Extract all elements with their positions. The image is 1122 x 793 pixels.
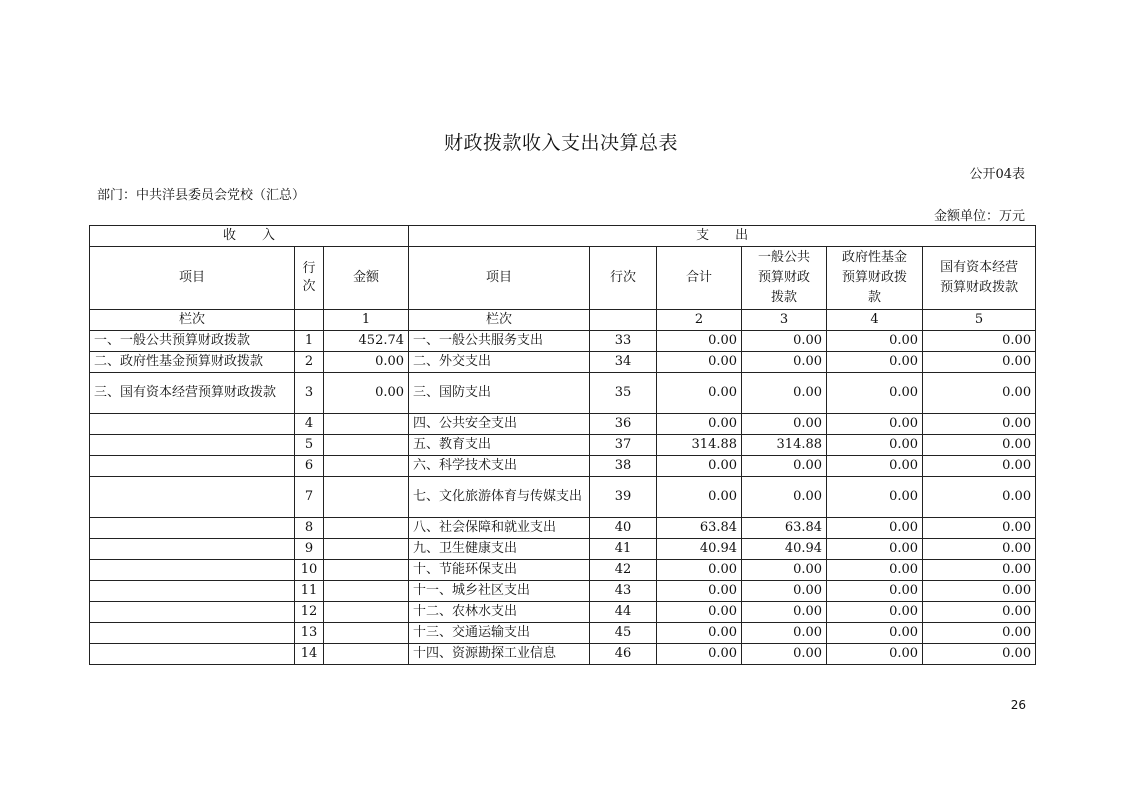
table-row — [90, 352, 1036, 373]
total-cell: 0.00 — [657, 623, 742, 644]
income-amount-cell — [324, 623, 409, 644]
expense-line-cell: 40 — [590, 518, 657, 539]
general-budget-cell: 0.00 — [742, 560, 827, 581]
general-budget-cell: 0.00 — [742, 644, 827, 665]
expense-item-cell: 十四、资源勘探工业信息 — [409, 644, 590, 665]
expense-line-cell: 39 — [590, 477, 657, 518]
table-body — [90, 226, 1036, 665]
income-amount-cell — [324, 539, 409, 560]
income-amount-cell — [324, 560, 409, 581]
general-budget-cell: 0.00 — [742, 373, 827, 414]
state-capital-cell: 0.00 — [923, 560, 1036, 581]
general-budget-cell: 0.00 — [742, 623, 827, 644]
general-budget-cell: 63.84 — [742, 518, 827, 539]
income-item-cell — [90, 602, 295, 623]
page-title: 财政拨款收入支出决算总表 — [443, 132, 678, 154]
expense-line-cell: 33 — [590, 331, 657, 352]
income-amount-header: 金额 — [324, 247, 409, 310]
expense-item-cell: 三、国防支出 — [409, 373, 590, 414]
column-number-4: 4 — [827, 310, 923, 331]
expense-item-cell: 七、文化旅游体育与传媒支出 — [409, 477, 590, 518]
gov-fund-cell: 0.00 — [827, 331, 923, 352]
state-capital-cell: 0.00 — [923, 623, 1036, 644]
income-amount-cell — [324, 644, 409, 665]
income-item-cell — [90, 477, 295, 518]
income-line-cell: 9 — [295, 539, 324, 560]
income-amount-cell: 452.74 — [324, 331, 409, 352]
column-number-3: 3 — [742, 310, 827, 331]
expense-line-cell: 36 — [590, 414, 657, 435]
income-item-cell: 二、政府性基金预算财政拨款 — [90, 352, 295, 373]
expense-line-cell: 46 — [590, 644, 657, 665]
gov-fund-cell: 0.00 — [827, 644, 923, 665]
total-cell: 0.00 — [657, 352, 742, 373]
expense-line-cell: 37 — [590, 435, 657, 456]
column-number-row — [90, 310, 1036, 331]
total-cell: 0.00 — [657, 331, 742, 352]
expense-line-cell: 43 — [590, 581, 657, 602]
table-row — [90, 331, 1036, 352]
state-capital-cell: 0.00 — [923, 456, 1036, 477]
table-row — [90, 518, 1036, 539]
state-capital-cell: 0.00 — [923, 435, 1036, 456]
table-row — [90, 644, 1036, 665]
total-cell: 0.00 — [657, 477, 742, 518]
general-budget-cell: 314.88 — [742, 435, 827, 456]
total-cell: 314.88 — [657, 435, 742, 456]
expense-line-header: 行次 — [590, 247, 657, 310]
state-capital-cell: 0.00 — [923, 373, 1036, 414]
table-row — [90, 414, 1036, 435]
income-amount-cell: 0.00 — [324, 352, 409, 373]
state-capital-cell: 0.00 — [923, 414, 1036, 435]
income-amount-cell — [324, 581, 409, 602]
fiscal-summary-table — [89, 225, 1036, 665]
total-cell: 0.00 — [657, 414, 742, 435]
income-line-cell: 10 — [295, 560, 324, 581]
general-budget-cell: 0.00 — [742, 352, 827, 373]
expense-item-cell: 二、外交支出 — [409, 352, 590, 373]
state-capital-cell: 0.00 — [923, 581, 1036, 602]
total-cell: 63.84 — [657, 518, 742, 539]
income-line-cell: 4 — [295, 414, 324, 435]
expense-item-cell: 一、一般公共服务支出 — [409, 331, 590, 352]
gov-fund-cell: 0.00 — [827, 539, 923, 560]
income-item-cell — [90, 644, 295, 665]
income-item-cell — [90, 539, 295, 560]
income-line-cell: 5 — [295, 435, 324, 456]
column-number-blank-2 — [590, 310, 657, 331]
income-amount-cell: 0.00 — [324, 373, 409, 414]
gov-fund-cell: 0.00 — [827, 414, 923, 435]
gov-fund-cell: 0.00 — [827, 477, 923, 518]
general-budget-cell: 0.00 — [742, 331, 827, 352]
column-number-5: 5 — [923, 310, 1036, 331]
total-cell: 0.00 — [657, 456, 742, 477]
expense-line-cell: 38 — [590, 456, 657, 477]
state-capital-cell: 0.00 — [923, 352, 1036, 373]
expense-item-header: 项目 — [409, 247, 590, 310]
expense-item-cell: 十二、农林水支出 — [409, 602, 590, 623]
gov-fund-cell: 0.00 — [827, 602, 923, 623]
income-line-cell: 14 — [295, 644, 324, 665]
income-line-cell: 7 — [295, 477, 324, 518]
expense-item-cell: 五、教育支出 — [409, 435, 590, 456]
gov-fund-cell: 0.00 — [827, 352, 923, 373]
income-item-cell — [90, 435, 295, 456]
income-amount-cell — [324, 477, 409, 518]
total-cell: 40.94 — [657, 539, 742, 560]
table-row — [90, 623, 1036, 644]
column-header-row — [90, 247, 1036, 310]
column-number-blank — [295, 310, 324, 331]
income-line-cell: 8 — [295, 518, 324, 539]
general-budget-cell: 0.00 — [742, 477, 827, 518]
table-row — [90, 602, 1036, 623]
income-amount-cell — [324, 435, 409, 456]
income-line-cell: 13 — [295, 623, 324, 644]
income-line-cell: 11 — [295, 581, 324, 602]
income-line-cell: 2 — [295, 352, 324, 373]
expense-line-cell: 42 — [590, 560, 657, 581]
department-label: 部门：中共洋县委员会党校（汇总） — [97, 188, 306, 203]
expense-item-cell: 十三、交通运输支出 — [409, 623, 590, 644]
expense-item-cell: 九、卫生健康支出 — [409, 539, 590, 560]
general-budget-cell: 0.00 — [742, 581, 827, 602]
total-header: 合计 — [657, 247, 742, 310]
general-budget-header: 一般公共 预算财政 拨款 — [742, 247, 827, 310]
expense-line-cell: 45 — [590, 623, 657, 644]
column-number-label-2: 栏次 — [409, 310, 590, 331]
state-capital-cell: 0.00 — [923, 477, 1036, 518]
table-row — [90, 435, 1036, 456]
expense-item-cell: 十、节能环保支出 — [409, 560, 590, 581]
income-item-cell — [90, 414, 295, 435]
income-line-cell: 1 — [295, 331, 324, 352]
general-budget-cell: 0.00 — [742, 602, 827, 623]
total-cell: 0.00 — [657, 644, 742, 665]
expense-line-cell: 34 — [590, 352, 657, 373]
expense-section-header: 支 出 — [409, 226, 1036, 247]
amount-unit-label: 金额单位：万元 — [933, 209, 1025, 224]
column-number-2: 2 — [657, 310, 742, 331]
expense-item-cell: 十一、城乡社区支出 — [409, 581, 590, 602]
state-capital-cell: 0.00 — [923, 518, 1036, 539]
state-capital-cell: 0.00 — [923, 602, 1036, 623]
income-amount-cell — [324, 414, 409, 435]
table-row — [90, 560, 1036, 581]
table-row — [90, 581, 1036, 602]
form-number: 公开04表 — [969, 167, 1025, 182]
expense-item-cell: 四、公共安全支出 — [409, 414, 590, 435]
expense-line-cell: 44 — [590, 602, 657, 623]
income-line-cell: 6 — [295, 456, 324, 477]
column-number-label: 栏次 — [90, 310, 295, 331]
income-item-cell — [90, 456, 295, 477]
page-number: 26 — [1010, 698, 1026, 712]
state-capital-cell: 0.00 — [923, 644, 1036, 665]
total-cell: 0.00 — [657, 581, 742, 602]
income-line-header: 行 次 — [295, 247, 324, 310]
state-capital-header: 国有资本经营 预算财政拨款 — [923, 247, 1036, 310]
income-item-cell — [90, 560, 295, 581]
income-item-cell — [90, 518, 295, 539]
table-row — [90, 373, 1036, 414]
expense-line-cell: 35 — [590, 373, 657, 414]
column-number-1: 1 — [324, 310, 409, 331]
general-budget-cell: 0.00 — [742, 456, 827, 477]
income-line-cell: 12 — [295, 602, 324, 623]
income-item-cell — [90, 623, 295, 644]
income-amount-cell — [324, 602, 409, 623]
table-row — [90, 539, 1036, 560]
income-amount-cell — [324, 518, 409, 539]
income-item-header: 项目 — [90, 247, 295, 310]
total-cell: 0.00 — [657, 602, 742, 623]
expense-line-cell: 41 — [590, 539, 657, 560]
state-capital-cell: 0.00 — [923, 331, 1036, 352]
income-item-cell: 一、一般公共预算财政拨款 — [90, 331, 295, 352]
gov-fund-cell: 0.00 — [827, 623, 923, 644]
general-budget-cell: 40.94 — [742, 539, 827, 560]
general-budget-cell: 0.00 — [742, 414, 827, 435]
gov-fund-cell: 0.00 — [827, 435, 923, 456]
expense-item-cell: 八、社会保障和就业支出 — [409, 518, 590, 539]
expense-item-cell: 六、科学技术支出 — [409, 456, 590, 477]
total-cell: 0.00 — [657, 373, 742, 414]
income-item-cell: 三、国有资本经营预算财政拨款 — [90, 373, 295, 414]
total-cell: 0.00 — [657, 560, 742, 581]
gov-fund-cell: 0.00 — [827, 373, 923, 414]
gov-fund-header: 政府性基金 预算财政拨 款 — [827, 247, 923, 310]
gov-fund-cell: 0.00 — [827, 581, 923, 602]
gov-fund-cell: 0.00 — [827, 560, 923, 581]
gov-fund-cell: 0.00 — [827, 518, 923, 539]
income-section-header: 收 入 — [90, 226, 409, 247]
income-line-cell: 3 — [295, 373, 324, 414]
state-capital-cell: 0.00 — [923, 539, 1036, 560]
section-header-row — [90, 226, 1036, 247]
table-row — [90, 456, 1036, 477]
income-item-cell — [90, 581, 295, 602]
table-row — [90, 477, 1036, 518]
income-amount-cell — [324, 456, 409, 477]
gov-fund-cell: 0.00 — [827, 456, 923, 477]
